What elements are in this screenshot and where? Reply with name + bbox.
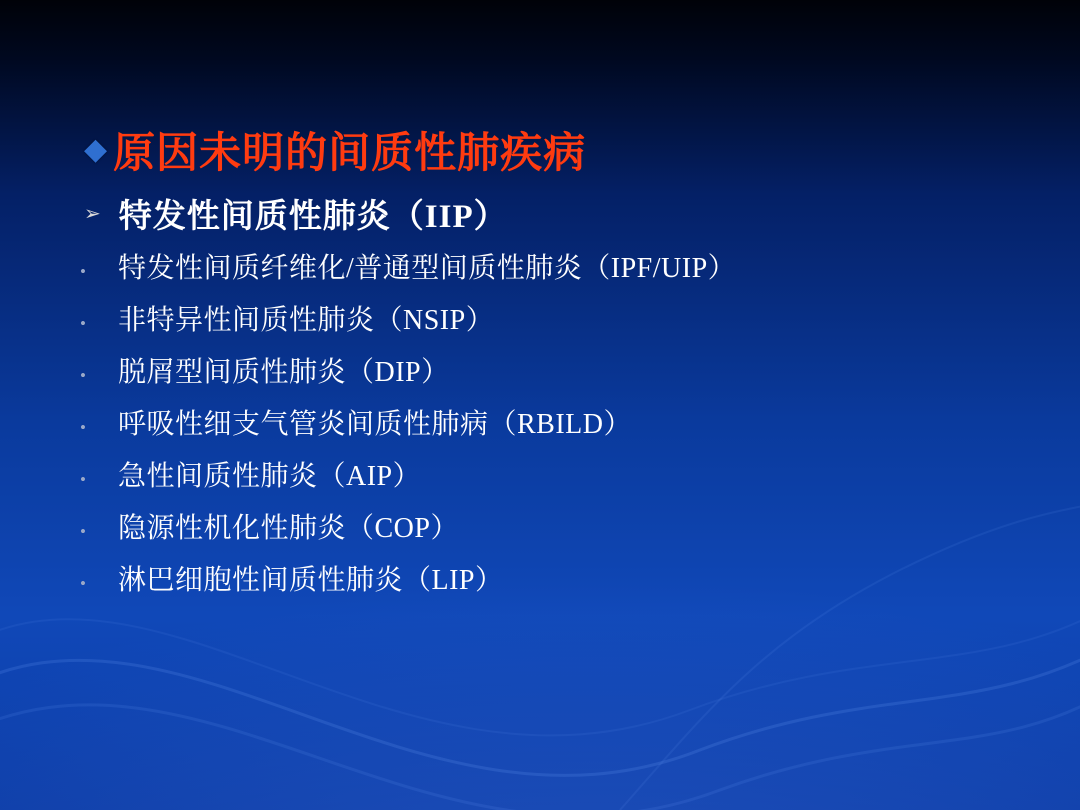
list-item-label: 非特异性间质性肺炎（NSIP） — [118, 305, 495, 336]
list-item-label: 隐源性机化性肺炎（COP） — [118, 513, 459, 544]
list-item — [72, 506, 1032, 558]
dot-bullet-icon: • — [80, 418, 86, 437]
bullet-list — [72, 246, 1032, 610]
list-item-label: 淋巴细胞性间质性肺炎（LIP） — [118, 565, 504, 596]
page-title: 原因未明的间质性肺疾病 — [113, 131, 587, 177]
diamond-bullet-icon: ◆ — [84, 133, 108, 166]
dot-bullet-icon: • — [80, 366, 86, 385]
list-item — [72, 298, 1032, 350]
list-item-label: 脱屑型间质性肺炎（DIP） — [118, 357, 450, 388]
list-item-label: 急性间质性肺炎（AIP） — [118, 461, 422, 492]
dot-bullet-icon: • — [80, 314, 86, 333]
dot-bullet-icon: • — [80, 470, 86, 489]
list-item — [72, 246, 1032, 298]
list-item-label: 呼吸性细支气管炎间质性肺病（RBILD） — [118, 409, 633, 440]
subtitle-label: 特发性间质性肺炎（IIP） — [118, 199, 508, 235]
list-item — [72, 350, 1032, 402]
list-item — [72, 558, 1032, 610]
list-item — [72, 454, 1032, 506]
slide-title — [84, 120, 586, 180]
slide-subtitle — [84, 190, 508, 237]
dot-bullet-icon: • — [80, 574, 86, 593]
dot-bullet-icon: • — [80, 522, 86, 541]
arrow-bullet-icon: ➢ — [84, 202, 101, 225]
list-item — [72, 402, 1032, 454]
dot-bullet-icon: • — [80, 262, 86, 281]
list-item-label: 特发性间质纤维化/普通型间质性肺炎（IPF/UIP） — [118, 253, 737, 284]
